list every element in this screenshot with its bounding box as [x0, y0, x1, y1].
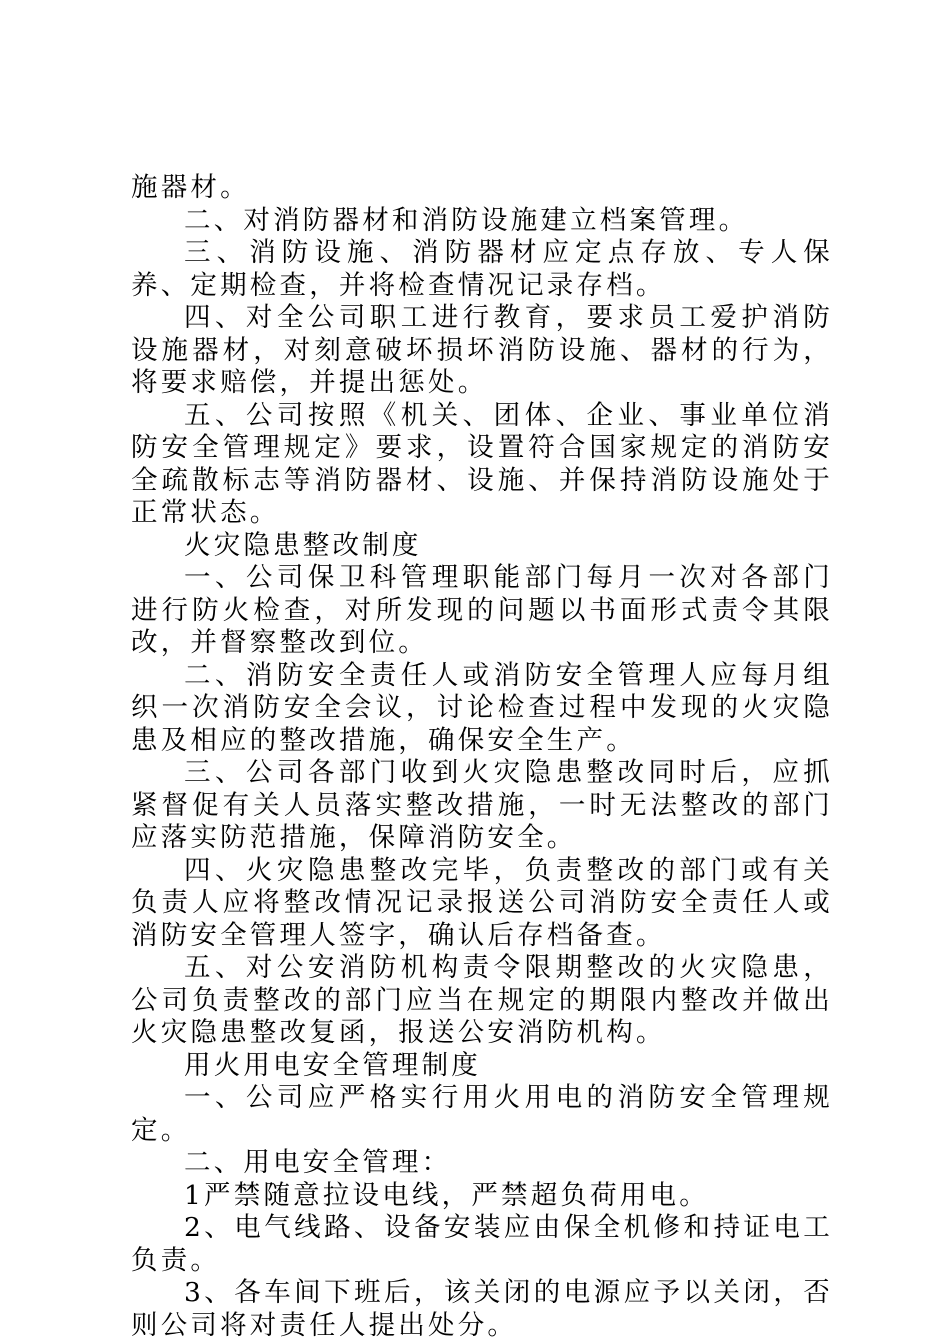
section-heading: 用火用电安全管理制度: [184, 1049, 481, 1081]
paragraph: 四、对全公司职工进行教育，要求员工爱护消防设施器材，对刻意破坏损坏消防设施、器材的行为，将要求赔偿，并提出惩处。: [131, 302, 833, 398]
list-item: 1严禁随意拉设电线，严禁超负荷用电。: [184, 1179, 709, 1211]
paragraph: 二、用电安全管理：: [184, 1147, 452, 1178]
paragraph-continuation: 施器材。: [131, 172, 250, 203]
paragraph: 二、消防安全责任人或消防安全管理人应每月组织一次消防安全会议，讨论检查过程中发现的火灾隐患及相应的整改措施，确保安全生产。: [131, 659, 833, 756]
section-heading: 火灾隐患整改制度: [184, 529, 422, 561]
paragraph: 四、火灾隐患整改完毕，负责整改的部门或有关负责人应将整改情况记录报送公司消防安全责任人或消防安全管理人签字，确认后存档备查。: [131, 854, 833, 951]
paragraph: 五、对公安消防机构责令限期整改的火灾隐患，公司负责整改的部门应当在规定的期限内整改并做出火灾隐患整改复函，报送公安消防机构。: [131, 952, 833, 1048]
paragraph: 三、公司各部门收到火灾隐患整改同时后，应抓紧督促有关人员落实整改措施，一时无法整改的部门应落实防范措施，保障消防安全。: [131, 757, 833, 853]
paragraph: 五、公司按照《机关、团体、企业、事业单位消防安全管理规定》要求，设置符合国家规定的消防安全疏散标志等消防器材、设施、并保持消防设施处于正常状态。: [131, 399, 833, 528]
paragraph: 一、公司应严格实行用火用电的消防安全管理规定。: [131, 1082, 833, 1146]
paragraph: 一、公司保卫科管理职能部门每月一次对各部门进行防火检查，对所发现的问题以书面形式责令其限改，并督察整改到位。: [131, 562, 833, 658]
paragraph: 二、对消防器材和消防设施建立档案管理。: [184, 204, 749, 236]
paragraph: 三、消防设施、消防器材应定点存放、专人保养、定期检查，并将检查情况记录存档。: [131, 237, 833, 301]
document-body: [131, 172, 833, 1342]
list-item: 2、电气线路、设备安装应由保全机修和持证电工负责。: [131, 1212, 833, 1276]
list-item: 3、各车间下班后，该关闭的电源应予以关闭，否则公司将对责任人提出处分。: [131, 1277, 833, 1341]
